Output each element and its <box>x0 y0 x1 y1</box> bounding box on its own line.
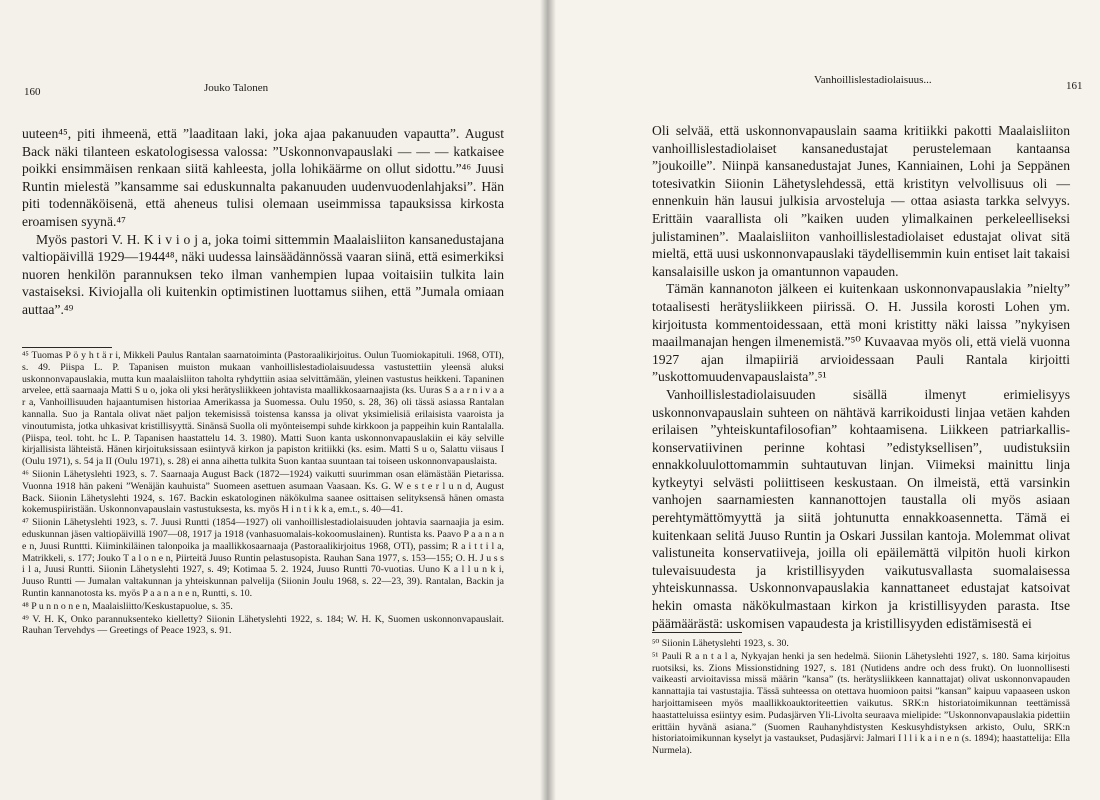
footnote-divider <box>22 347 112 348</box>
footnote: ⁵¹ Pauli R a n t a l a, Nykyajan henki ja sen hedelmä. Siionin Lähetyslehti 1927, s. 180. Sama kirjoitus ruotsiksi, ks. Zions Missionstidning 1927, s. 181 (Nutidens andre och dess frukt). On luonnollisesti vaikeasti arvioitavissa missä määrin ”kansa” (ts. herätysliikkeen kannattajat) olivat uskonnonvapauden kannattajia tai vastustajia. Tässä suhteessa on otettava huomioon paitsi ”kansan” kaipuu vapaaseen uskon harjoittamiseen myös maallikkoauktoriteettien vaikutus. SRK:n historiatoimikunnan teettämissä haastatteluissa esiintyy esim. Pudasjärven Yli-Livolta seuraava mielipide: ”Uskonnonvapauslakia pidettiin erittäin hyvänä asiana.” (Suomen Rauhanyhdistysten Keskusyhdistyksen arkisto, Oulu, SRK:n historiatoimikunnan kyselyt ja vastaukset, Pudasjärvi: Jalmari I l l i k a i n e n (s. 1894); haastattelija: Ella Nurmela). <box>652 650 1070 757</box>
footnote-divider <box>652 632 742 633</box>
footnote: ⁵⁰ Siionin Lähetyslehti 1923, s. 30. <box>652 638 789 649</box>
paragraph: Vanhoillislestadiolaisuuden sisällä ilmenyt erimielisyys uskonnonvapauslain suhteen on nähtävä karrikoidusti linjaa vetäen kahden erilaisen ”yhteiskuntafilosofian” kohtaamisena. Liikkeen patriarkallis-konservatiivinen perinne kohtasi ”edistyksellisen”, uudistuksiin ennakkoluulottomammin suhtautuvan linjan. Viimeksi mainittu linja kytkeytyi selvästi poliittiseen keskustaan. On ilmeistä, että varsinkin vanhojen saarnamiesten kannanottojen taustalla oli myös asiaan perehtymättömyyttä ja siitä johtunutta ennakkoasennetta. Tämä ei kuitenkaan selitä Juuso Runtin ja Oskari Jussilan kantoja. Molemmat olivat valistuneita konservatiiveja, joilla oli epäilemättä vilpitön huoli kirkon tulevaisuudesta ja kristillisyyden vaikutusvallasta suomalaisessa yhteiskunnassa. Uskonnonvapauslakia kannattaneet edustajat katsoivat hekin omasta näkökulmastaan kirkon ja kristillisyyden parasta. Itse päämäärästä: uskomisen vapaudesta ja kristillisyyden edistämisestä ei <box>652 386 1070 631</box>
left-page <box>0 0 548 800</box>
paragraph: Oli selvää, että uskonnonvapauslain saama kritiikki pakotti Maalaisliiton vanhoillislestadiolaiset kansanedustajat perustelemaan kantaansa ”joukoille”. Niinpä kansanedustajat Junes, Kanniainen, Lohi ja Seppänen totesivatkin Siionin Lähetyslehdessä, että kristityn velvollisuus oli — ennenkuin hän lausui julkisia arvosteluja — ottaa asiasta tarkka selvyys. Erittäin vaarallista oli ”kaiken uuden ylimalkainen perkeleelliseksi julistaminen”. Maalaisliiton vanhoillislestadiolaiset edustajat olivat sitä mieltä, että uusi uskonnonvapauslaki täydellisemmin kuin entiset lait takaisi kansalaisille uskon ja omantunnon vapauden. <box>652 123 1070 279</box>
running-head-left: Jouko Talonen <box>204 82 269 94</box>
footnotes-right <box>652 638 1070 758</box>
paragraph: Myös pastori V. H. K i v i o j a, joka toimi sittemmin Maalaisliiton kansanedustajana valtiopäivillä 1929—1944⁴⁸, näki uudessa lainsäädännössä vaaran siinä, että esimerkiksi nuoren henkilön parannuksen teko ilman vanhempien lupaa voitaisiin tulkita lain vastaiseksi. Kiviojalla oli kuitenkin optimistinen luottamus siihen, että ”Jumala omiaan auttaa”.⁴⁹ <box>22 231 504 317</box>
page-number-left: 160 <box>24 86 41 98</box>
main-text-left <box>22 125 504 319</box>
footnotes-left <box>22 350 504 638</box>
paragraph: Tämän kannanoton jälkeen ei kuitenkaan uskonnonvapauslakia ”nielty” totaalisesti herätysliikkeen piirissä. O. H. Jussila korosti Lohen ym. kirjoitusta kommentoidessaan, että moni kristitty näki laissa ”nykyisen maailmanajan hengen ilmenemistä.”⁵⁰ Kuvaavaa myös oli, että vielä vuonna 1927 ajan ilmapiiriä arvioidessaan Pauli Rantala kirjoitti ”uskottomuudenvapauslaista”.⁵¹ <box>652 281 1070 385</box>
paragraph: uuteen⁴⁵, piti ihmeenä, että ”laaditaan laki, joka ajaa pakanuuden vapautta”. August Back näki tilanteen eskatologisessa valossa: ”Uskonnonvapauslaki — — — katkaisee poikki ensimmäisen renkaan siitä kahleesta, jolla lohikäärme on ollut sidottu.”⁴⁶ Juusi Runtin mielestä ”kansamme sai eduskunnalta pakanuuden uudenvuodenlahjaksi”. Hän piti todennäköisenä, että aheneus tulisi olemaan useimmissa tapauksissa kirkosta eroamisen syynä.⁴⁷ <box>22 126 504 229</box>
right-page <box>548 0 1100 800</box>
footnote: ⁴⁷ Siionin Lähetyslehti 1923, s. 7. Juusi Runtti (1854—1927) oli vanhoillislestadiolaisuuden johtavia saarnaajia ja esim. eduskunnan jäsen valtiopäivillä 1907—08, 1917 ja 1918 (vanhasuomalais-kokoomuslainen). Runtista ks. Paavo P a a n a n e n, Juusi Runttti. Kiiminkiläinen talonpoika ja maallikkosaarnaaja (Pastoraalikirjoitus 1968, OTI), passim; R a i t t i l a, Matrikkeli, s. 177; Jouko T a l o n e n, Piirteitä Juuso Runtin pelastusopista. Rauhan Sana 1977, s. 153—155; O. H. J u s s i l a, Juusi Runtti. Siionin Lähetyslehti 1927, s. 49; Kotimaa 5. 2. 1924, Juuso Runtti 70-vuotias. Uuno K a l l u n k i, Juuso Runtti — Jumalan valtakunnan ja yhteiskunnan palvelija (Siionin Joulu 1968, s. 22—23, 39). Rantalan, Backin ja Runtin kannanotosta ks. myös P a a n a n e n, Runtti, s. 10. <box>22 517 504 599</box>
page-number-right: 161 <box>1066 80 1083 92</box>
footnote: ⁴⁹ V. H. K, Onko parannuksenteko kielletty? Siionin Lähetyslehti 1922, s. 184; W. H. K, Suomen uskonnonvapauslait. Rauhan Tervehdys — Greetings of Peace 1923, s. 91. <box>22 613 504 637</box>
footnote: ⁴⁵ Tuomas P ö y h t ä r i, Mikkeli Paulus Rantalan saarnatoiminta (Pastoraalikirjoitus. Oulun Tuomiokapituli. 1968, OTI), s. 49. Piispa L. P. Tapanisen muiston mukaan vanhoillislestadiolaisuudessa vastustettiin yleensä aluksi uskonnonvapauslakia, mutta kun maalaisliiton taholta ryhdyttiin asiaa selvittämään, yleinen vastustus heikkeni. Tapaninen arvelee, että saarnaaja Matti S u o, joka oli yksi herätysliikkeen johtavista maallikkosaarnaajista (ks. Uuras S a a r n i v a a r a, Vanhoillisuuden hajaantumisen historiaa Amerikassa ja Suomessa. Oulu 1950, s. 28, 36) oli tässä asiassa Rantalan kannalla. Suo ja Rantala olivat näet paljon tekemisissä toistensa kanssa ja olivat yksimielisiä erilaisista vaaroista ja vinoutumista, jotka uhkasivat kristillisyyttä. Sinänsä Suolla oli myönteisempi suhde kirkkoon ja pappeihin kuin Rantalalla. (Piispa, teol. toht. hc L. P. Tapanisen haastattelu 14. 3. 1980). Matti Suon kanta uskonnonvapauslakiin ei käy selville kirjallisista lähteistä. Hänen kirjoituksissaan esiintyvä kirkon ja papiston kritiikki (ks. esim. Matti S u o, Salattu viisaus I (Oulu 1971), s. 54 ja II (Oulu 1971), s. 28) ei anna aihetta tulkita Suon kantaa suuntaan tai toiseen uskonnonvapauslaista. <box>22 350 504 468</box>
footnote: ⁴⁸ P u n n o n e n, Maalaisliitto/Keskustapuolue, s. 35. <box>22 600 233 612</box>
main-text-right <box>652 122 1070 632</box>
running-head-right: Vanhoillislestadiolaisuus... <box>814 74 932 86</box>
footnote: ⁴⁶ Siionin Lähetyslehti 1923, s. 7. Saarnaaja August Back (1872—1924) vaikutti suurimman osan elämästään Pietarissa. Vuonna 1918 hän pakeni ”Wenäjän kauhuista” Suomeen asettuen asumaan Vaasaan. Ks. G. W e s t e r l u n d, August Back. Siionin Lähetyslehti 1924, s. 167. Backin eskatologinen näkökulma saanee osittaisen selityksensä hänen omasta kokemuspiiristään. Uskonnonvapauslain vastustuksesta, ks. myös H i n t i k k a, em.t., s. 40—41. <box>22 468 504 516</box>
